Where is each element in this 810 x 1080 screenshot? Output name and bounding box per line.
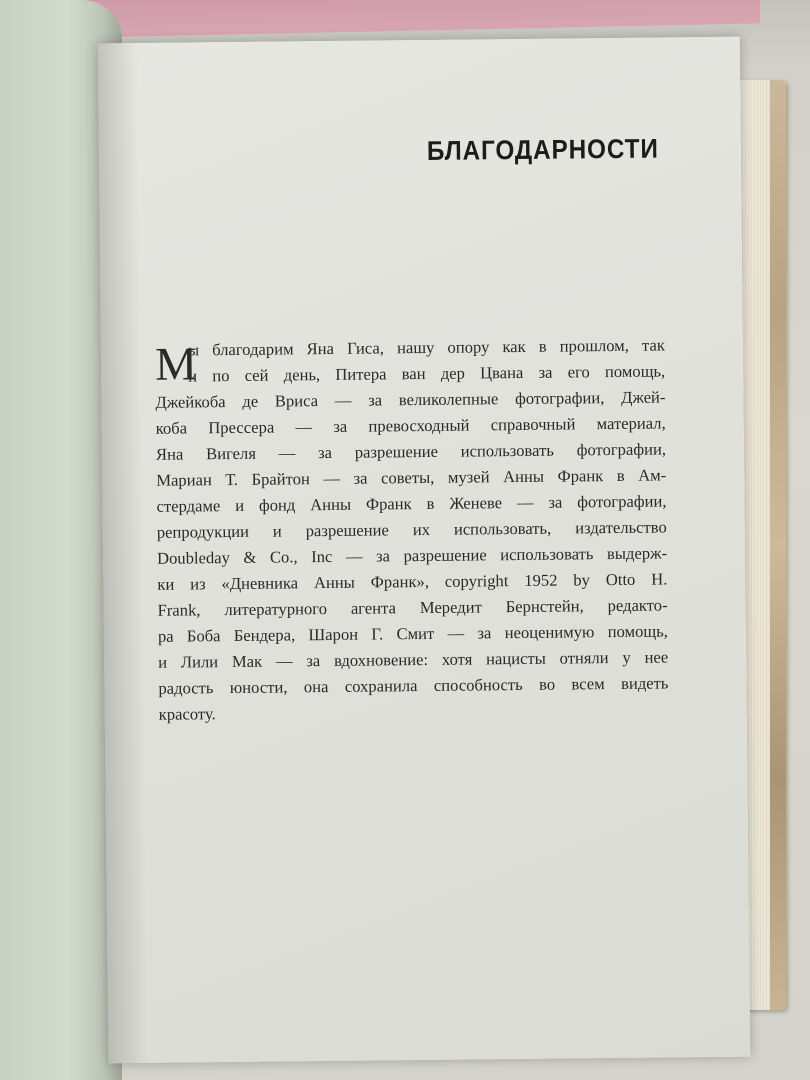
text-line: ки из «Дневника Анны Франк», copyright 1952 by Otto H. (157, 569, 668, 594)
page-heading: БЛАГОДАРНОСТИ (426, 133, 659, 166)
text-line: радость юности, она сохранила способность во всем видеть (158, 673, 669, 698)
text-line: коба Прессера — за превосходный справочный материал, (155, 413, 666, 438)
text-line: красоту. (158, 704, 216, 724)
text-line: репродукции и разрешение их использовать, издательство (156, 517, 667, 542)
text-line: Джейкоба де Вриса — за великолепные фотографии, Джей- (155, 387, 666, 412)
drop-cap: М (154, 338, 198, 391)
text-line: Яна Вигеля — за разрешение использовать фотографии, (155, 439, 667, 464)
text-line: ы благодарим Яна Гиса, нашу опору как в прошлом, так (187, 335, 665, 360)
text-line: и Лили Мак — за вдохновение: хотя нацисты отняли у нее (158, 647, 669, 672)
book-page-edges-shadow (770, 80, 786, 1010)
text-line: и по сей день, Питера ван дер Цвана за его помощь, (188, 361, 666, 386)
text-line: Мариан Т. Брайтон — за советы, музей Анны Франк в Ам- (156, 465, 667, 490)
book-page (98, 37, 751, 1064)
text-line: ра Боба Бендера, Шарон Г. Смит — за неоценимую помощь, (157, 621, 668, 646)
text-line: стердаме и фонд Анны Франк в Женеве — за фотографии, (156, 491, 667, 516)
acknowledgements-text (155, 332, 669, 727)
text-line: Frank, литературного агента Мередит Бернстейн, редакто- (157, 595, 668, 620)
text-line: Doubleday & Co., Inc — за разрешение использовать выдерж- (156, 543, 668, 568)
